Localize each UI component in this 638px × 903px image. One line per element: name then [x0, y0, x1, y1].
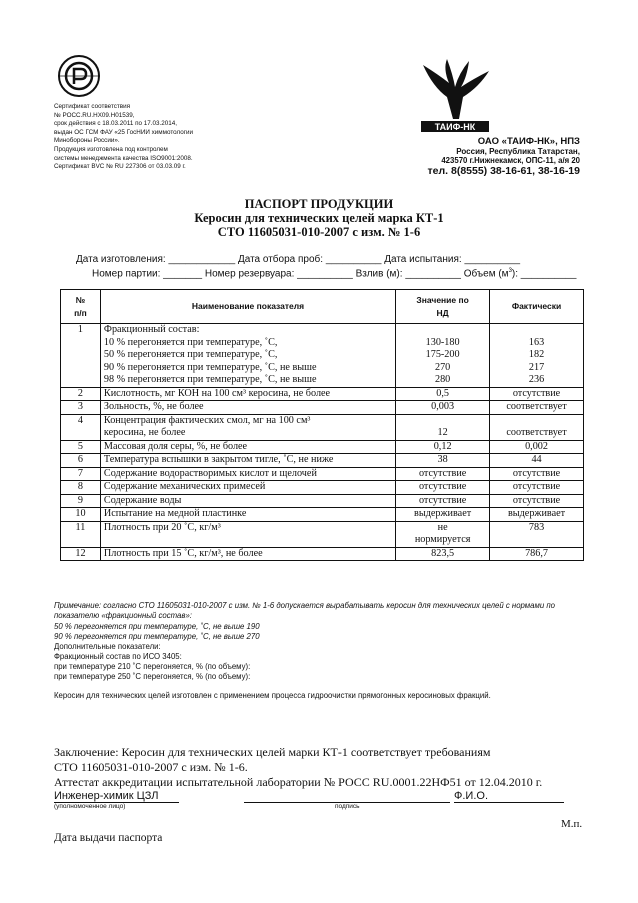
norm-value-line: 130-180 — [425, 336, 460, 348]
table-row — [61, 324, 584, 388]
norm-value-line: 38 — [437, 454, 448, 465]
norm-value — [396, 494, 490, 508]
norm-value — [396, 467, 490, 481]
certificate-info — [54, 103, 274, 172]
rostest-seal-icon — [57, 54, 101, 98]
property-name-line: Содержание механических примесей — [103, 481, 266, 492]
property-name-line: Содержание водорастворимых кислот и щелочей — [103, 467, 317, 479]
conclusion-standard: СТО 11605031-010-2007 с изм. № 1-6. — [54, 760, 248, 774]
property-name — [100, 440, 395, 454]
header-num: № п/п — [61, 290, 101, 324]
header-name: Наименование показателя — [100, 290, 395, 324]
property-name — [100, 508, 395, 522]
norm-value — [396, 324, 490, 388]
batch-line-text: Номер партии: _______ Номер резервуара: __________ Взлив (м): __________ Объем (м — [92, 268, 509, 280]
norm-value-line: 823,5 — [431, 547, 455, 559]
property-name — [100, 387, 395, 401]
property-name-line: 10 % перегоняется при температуре, ˚С, — [103, 336, 278, 348]
actual-value — [490, 324, 584, 388]
row-number: 6 — [61, 454, 101, 468]
property-name-line: Кислотность, мг КОН на 100 см³ керосина, не более — [103, 387, 331, 399]
property-name-line: Зольность, %, не более — [103, 401, 204, 412]
norm-value — [396, 401, 490, 415]
norm-value-line: отсутствие — [418, 481, 467, 492]
actual-value — [490, 494, 584, 508]
property-name-line: Концентрация фактических смол, мг на 100 см³ — [103, 414, 311, 426]
row-number: 8 — [61, 481, 101, 495]
fio-label: Ф.И.О. — [454, 790, 564, 803]
company-info — [428, 136, 581, 177]
accreditation-line: Аттестат аккредитации испытательной лаборатории № РОСС RU.0001.22НФ51 от 12.04.2010 г. — [54, 775, 543, 789]
norm-value — [396, 521, 490, 547]
notes-block — [54, 601, 594, 701]
header-norm: Значение по НД — [396, 290, 490, 324]
actual-value-line: 236 — [528, 374, 545, 385]
actual-value — [490, 521, 584, 547]
property-name — [100, 467, 395, 481]
certificate-line: Минобороны России». — [54, 137, 120, 145]
company-logo — [413, 57, 497, 135]
actual-value-line — [493, 415, 580, 428]
table-row — [61, 414, 584, 440]
actual-value-line — [493, 534, 580, 547]
property-name — [100, 521, 395, 547]
actual-value — [490, 387, 584, 401]
certificate-line: Сертификат соответствия — [54, 103, 131, 110]
actual-value-line: выдерживает — [507, 508, 566, 519]
actual-value — [490, 481, 584, 495]
certificate-line: выдан ОС ГСМ ФАУ «25 ГосНИИ химмотологии — [54, 128, 194, 136]
row-number: 11 — [61, 521, 101, 547]
company-country: Россия, Республика Татарстан, — [456, 147, 580, 156]
certificate-line: системы менеджмента качества ISO9001:2008. — [54, 154, 193, 162]
property-name-line: Температура вспышки в закрытом тигле, ˚С, не ниже — [103, 454, 334, 465]
row-number: 4 — [61, 414, 101, 440]
actual-value-line — [493, 324, 580, 337]
eagle-logo-icon — [413, 57, 497, 135]
actual-value — [490, 508, 584, 522]
table-row — [61, 440, 584, 454]
norm-value-line: 270 — [434, 361, 451, 373]
note-primary: Примечание: согласно СТО 11605031-010-2007 с изм. № 1-6 допускается вырабатывать керосин для технических целей с нормами по показателю «фракционный состав»: — [54, 601, 555, 620]
property-name-line: 98 % перегоняется при температуре, ˚С, не выше — [103, 374, 317, 385]
actual-value-line: 182 — [528, 349, 545, 360]
product-name: Керосин для технических целей марка КТ-1 — [194, 211, 444, 225]
norm-value-line: выдерживает — [414, 508, 472, 519]
table-row — [61, 508, 584, 522]
row-number: 12 — [61, 547, 101, 561]
norm-value-line — [399, 415, 486, 428]
actual-value-line: отсутствие — [512, 481, 561, 492]
conclusion-line: Заключение: Керосин для технических целей марки КТ-1 соответствует требованиям — [54, 745, 491, 759]
norm-value-line: отсутствие — [418, 494, 467, 506]
actual-value-line: 0,002 — [525, 440, 548, 452]
table-body — [61, 324, 584, 561]
process-note: Керосин для технических целей изготовлен с применением процесса гидроочистки прямогонных керосиновых фракций. — [54, 691, 491, 700]
property-name-line: керосина, не более — [103, 427, 186, 438]
property-name-line: Плотность при 15 ˚С, кг/м³, не более — [103, 547, 263, 559]
norm-value-line: 0,5 — [436, 387, 449, 399]
note-extra: при температуре 250 ˚С перегоняется, % (по объему): — [54, 672, 251, 681]
actual-value-line: соответствует — [506, 401, 567, 412]
standard-code: СТО 11605031-010-2007 с изм. № 1-6 — [217, 225, 421, 239]
table-row — [61, 401, 584, 415]
batch-line-end: ): __________ — [511, 268, 577, 280]
issue-date-label: Дата выдачи паспорта — [54, 832, 163, 844]
actual-value — [490, 454, 584, 468]
actual-value-line: 163 — [528, 336, 545, 348]
actual-value-line: 786,7 — [525, 547, 548, 559]
volume-unit-sup: 3 — [508, 268, 512, 274]
certificate-line: срок действия с 18.03.2011 по 17.03.2014, — [54, 120, 178, 128]
certification-logo — [57, 54, 101, 98]
table-row — [61, 387, 584, 401]
stamp-place: М.п. — [561, 818, 583, 830]
property-name-line: Содержание воды — [103, 494, 182, 506]
property-name — [100, 494, 395, 508]
actual-value — [490, 414, 584, 440]
norm-value-line — [399, 324, 486, 337]
norm-value — [396, 547, 490, 561]
property-name-line: 50 % перегоняется при температуре, ˚С, — [103, 349, 278, 360]
norm-value-line: 0,003 — [431, 401, 455, 412]
row-number: 3 — [61, 401, 101, 415]
actual-value-line: отсутствие — [512, 467, 561, 479]
company-phone: тел. 8(8555) 38-16-61, 38-16-19 — [427, 165, 580, 177]
norm-value — [396, 440, 490, 454]
table-row — [61, 481, 584, 495]
row-number: 10 — [61, 508, 101, 522]
row-number: 1 — [61, 324, 101, 388]
authorized-person-caption: (уполномоченное лицо) — [54, 803, 126, 810]
norm-value-line: отсутствие — [418, 467, 467, 479]
row-number: 9 — [61, 494, 101, 508]
actual-value-line: 217 — [528, 361, 545, 373]
certificate-line: Продукция изготовлена под контролем — [54, 145, 168, 153]
norm-value-line: 280 — [434, 374, 451, 385]
page-title: ПАСПОРТ ПРОДУКЦИИ — [244, 197, 394, 211]
actual-value-line: 44 — [531, 454, 542, 465]
property-name-line: 90 % перегоняется при температуре, ˚С, не выше — [103, 361, 317, 373]
actual-value-line: соответствует — [506, 427, 567, 438]
actual-value-line: отсутствие — [512, 387, 561, 399]
certificate-line: № РОСС.RU.НХ09.Н01539, — [54, 111, 135, 119]
norm-value-line: 175-200 — [425, 349, 460, 360]
property-name — [100, 324, 395, 388]
property-name — [100, 454, 395, 468]
property-name — [100, 481, 395, 495]
property-name — [100, 547, 395, 561]
row-number: 7 — [61, 467, 101, 481]
properties-table — [60, 289, 584, 561]
norm-value-line: 0,12 — [433, 440, 452, 452]
signature-caption: подпись — [335, 803, 360, 810]
note-line: 90 % перегоняется при температуре, ˚С, не выше 270 — [54, 632, 260, 641]
norm-value-line: не — [437, 521, 448, 533]
company-address: 423570 г.Нижнекамск, ОПС-11, а/я 20 — [441, 156, 580, 165]
batch-line — [92, 268, 576, 279]
norm-value-line: 12 — [437, 427, 448, 438]
actual-value-line: 783 — [528, 521, 545, 533]
company-name: ОАО «ТАИФ-НК», НПЗ — [477, 136, 580, 147]
norm-value — [396, 508, 490, 522]
header-actual: Фактически — [490, 290, 584, 324]
table-row — [61, 521, 584, 547]
actual-value-line: отсутствие — [512, 494, 561, 506]
dates-line: Дата изготовления: ____________ Дата отбора проб: __________ Дата испытания: __________ — [76, 254, 521, 265]
norm-value — [396, 414, 490, 440]
actual-value — [490, 401, 584, 415]
actual-value — [490, 547, 584, 561]
row-number: 2 — [61, 387, 101, 401]
table-row — [61, 547, 584, 561]
property-name — [100, 401, 395, 415]
norm-value — [396, 481, 490, 495]
property-name — [100, 414, 395, 440]
actual-value — [490, 440, 584, 454]
norm-value — [396, 387, 490, 401]
note-extra: Фракционный состав по ИСО 3405: — [54, 652, 182, 661]
norm-value-line: нормируется — [414, 534, 471, 545]
company-logo-text: ТАИФ-НК — [434, 122, 476, 132]
note-extra: Дополнительные показатели: — [54, 642, 161, 651]
norm-value — [396, 454, 490, 468]
table-row — [61, 494, 584, 508]
table-row — [61, 454, 584, 468]
property-name-line: Испытание на медной пластинке — [103, 508, 247, 519]
row-number: 5 — [61, 440, 101, 454]
property-name-line: Фракционный состав: — [103, 324, 200, 335]
note-line: 50 % перегоняется при температуре, ˚С, не выше 190 — [54, 622, 260, 631]
certificate-line: Сертификат BVC № RU 227306 от 03.03.09 г. — [54, 163, 186, 171]
property-name-line: Массовая доля серы, %, не более — [103, 440, 248, 452]
actual-value — [490, 467, 584, 481]
chemist-label: Инженер-химик ЦЗЛ — [54, 790, 179, 803]
note-extra: при температуре 210 ˚С перегоняется, % (по объему): — [54, 662, 251, 671]
table-row — [61, 467, 584, 481]
property-name-line: Плотность при 20 ˚С, кг/м³ — [103, 521, 221, 533]
